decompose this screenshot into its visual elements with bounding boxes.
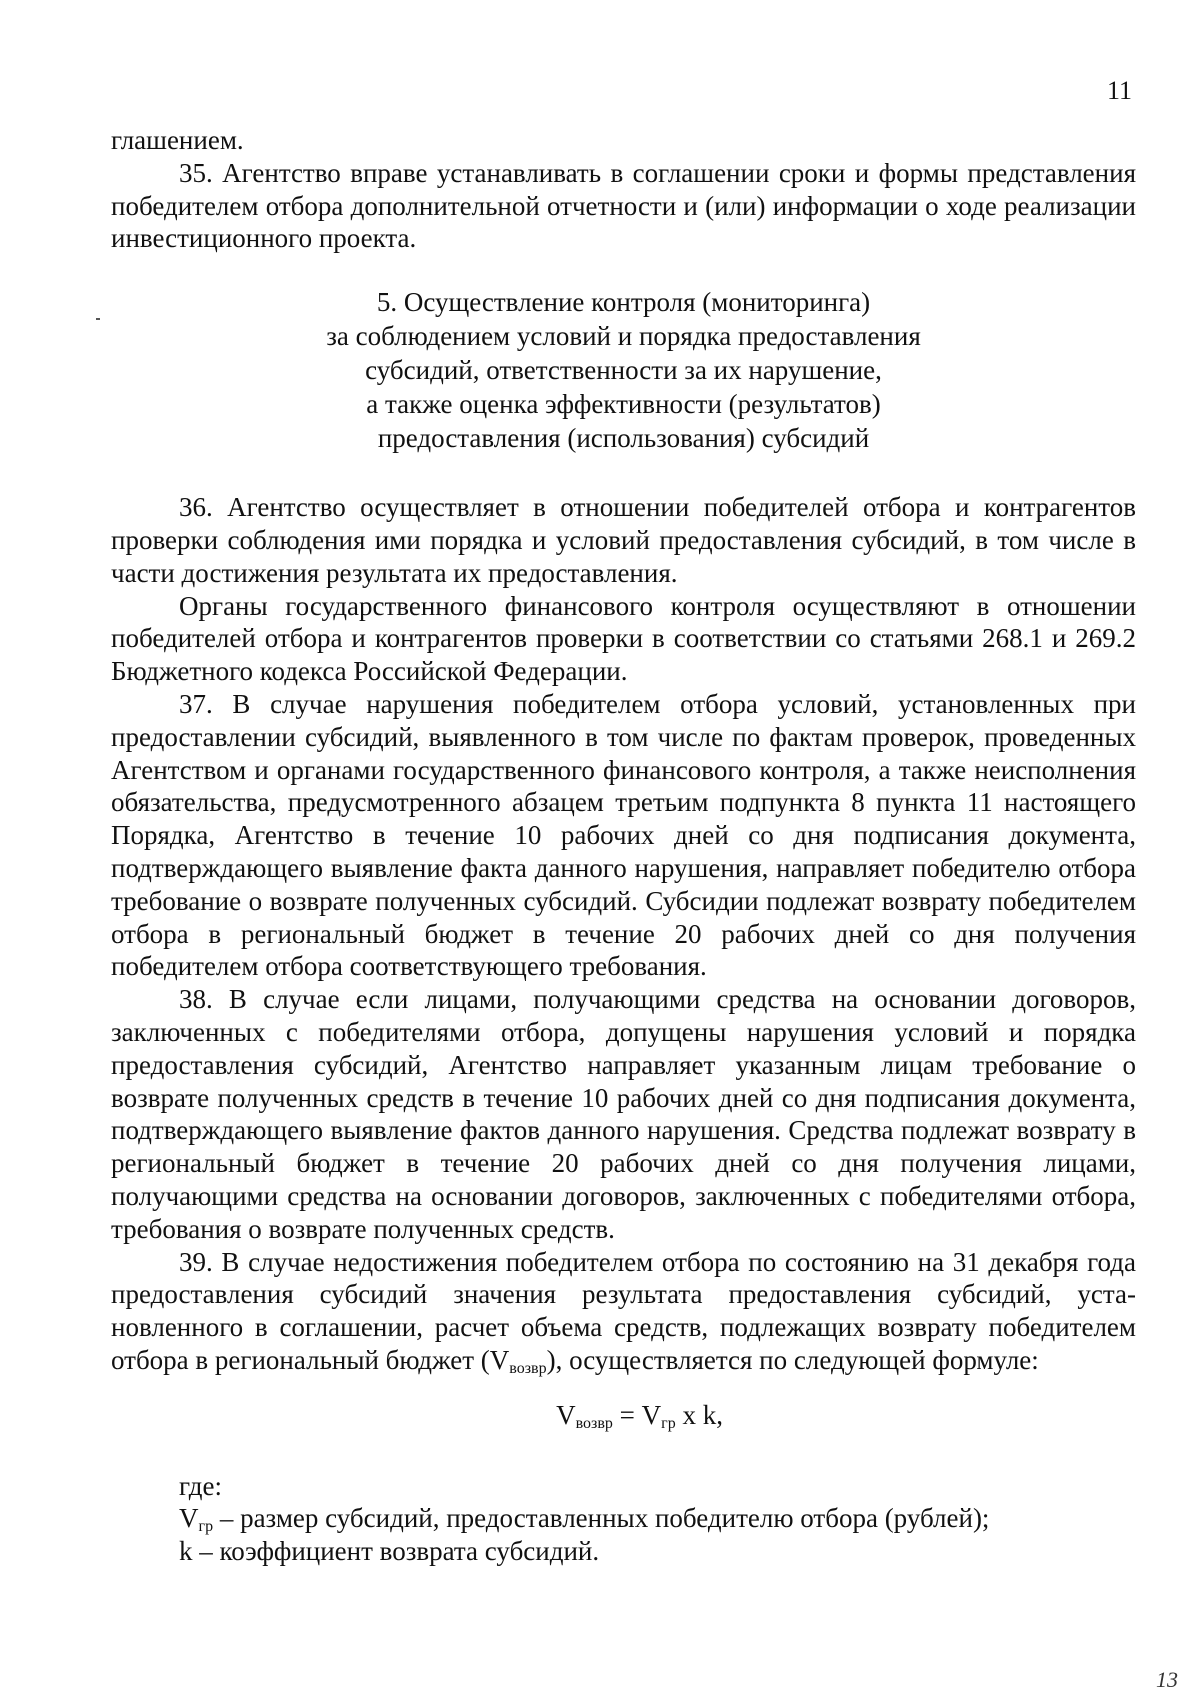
formula-v: V (556, 1399, 576, 1430)
paragraph-continuation: глашением. (111, 125, 244, 155)
paragraph-39-text: 39. В случае недостижения победителем отбора по состоянию на 31 декабря года предоставления субсидий значения результата предоставления субсидий, установленного в соглашении, расчет объема средств, подлежащих возврату победителем отбора в региональный бюджет (V (111, 1246, 1136, 1375)
formula (111, 1399, 1136, 1432)
formula-rest: x k, (675, 1399, 723, 1430)
paragraph-39-subscript: возвр (509, 1359, 547, 1377)
document-body (111, 124, 1136, 1568)
definition-k: k – коэффициент возврата субсидий. (179, 1536, 600, 1567)
formula-sub-left: возвр (575, 1414, 613, 1432)
scan-artifact-mark (96, 318, 100, 320)
definition-vgr-subscript: гр (198, 1518, 214, 1536)
formula-sub-right: гр (661, 1414, 676, 1432)
definitions-where: где: (179, 1470, 222, 1501)
heading-line-2: за соблюдением условий и порядка предоставления (326, 321, 921, 352)
paragraph-35: 35. Агентство вправе устанавливать в соглашении сроки и формы представления победителем отбора дополнительной отчетности и (или) информации о ходе реализации инвестиционного проекта. (111, 157, 1136, 254)
heading-line-5: предоставления (использования) субсидий (377, 423, 870, 454)
section-heading (111, 285, 1136, 455)
heading-line-3: субсидий, ответственности за их нарушение, (365, 355, 882, 386)
formula-eq: = V (612, 1399, 662, 1430)
page-number: 11 (1106, 76, 1132, 105)
paragraph-39-tail: ), осуществляется по следующей формуле: (546, 1344, 1039, 1375)
paragraph-39 (111, 1246, 1136, 1377)
definition-vgr (111, 1502, 1136, 1535)
paragraph-36-second: Органы государственного финансового контроля осуществляют в отношении победителей отбора и контрагентов проверки в соответствии со статьями 268.1 и 269.2 Бюджетного кодекса Российской Федерации. (111, 590, 1136, 687)
next-page-corner-mark: 13 (1156, 1667, 1178, 1692)
paragraph-38: 38. В случае если лицами, получающими средства на основании договоров, заключенных с победителями отбора, допущены нарушения условий и порядка предоставления субсидий, Агентство направляет указанным лицам требование о возврате полученных средств в течение 10 рабочих дней со дня подписания документа, подтверждающего выявление фактов данного нарушения. Средства подлежат возврату в региональный бюджет в течение 20 рабочих дней со дня получения лицами, получающими средства на основании договоров, заключенных с победителями отбора, требования о возврате полученных средств. (111, 984, 1136, 1244)
paragraph-37: 37. В случае нарушения победителем отбора условий, установленных при предоставлении субсидий, выявленного в том числе по фактам проверок, проведенных Агентством и органами государственного финансового контроля, а также неисполнения обязательства, предусмотренного абзацем третьим подпункта 8 пункта 11 настоящего Порядка, Агентство в течение 10 рабочих дней со дня подписания документа, подтверждающего выявление факта данного нарушения, направляет победителю отбора требование о возврате полученных субсидий. Субсидии подлежат возврату победителем отбора в региональный бюджет в течение 20 рабочих дней со дня получения победителем отбора соответствующего требования. (111, 688, 1136, 982)
definition-vgr-symbol: V (179, 1503, 199, 1534)
definition-vgr-text: – размер субсидий, предоставленных победителю отбора (рублей); (213, 1503, 990, 1534)
heading-line-4: а также оценка эффективности (результатов) (366, 389, 881, 420)
paragraph-36: 36. Агентство осуществляет в отношении победителей отбора и контрагентов проверки соблюдения ими порядка и условий предоставления субсидий, в том числе в части достижения результата их предоставления. (111, 492, 1136, 588)
heading-line-1: 5. Осуществление контроля (мониторинга) (376, 287, 871, 318)
